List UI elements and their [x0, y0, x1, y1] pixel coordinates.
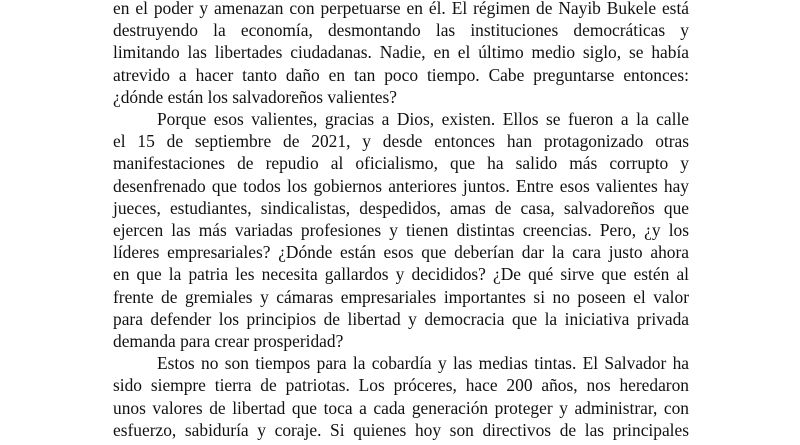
- text-line: limitando las libertades ciudadanas. Nadie, en el último medio siglo, se había: [113, 42, 689, 63]
- text-line: Porque esos valientes, gracias a Dios, existen. Ellos se fueron a la calle: [157, 109, 689, 130]
- text-line: frente de gremiales y cámaras empresariales importantes si no poseen el valor: [113, 286, 689, 307]
- text-line: el 15 de septiembre de 2021, y desde entonces han protagonizado otras: [113, 131, 689, 152]
- paragraph-1: [113, 0, 689, 108]
- paragraph-3: [113, 352, 689, 441]
- text-line: ejercen las más variadas profesiones y tienen distintas creencias. Pero, ¿y los: [113, 220, 689, 241]
- text-line: atrevido a hacer tanto daño en tan poco tiempo. Cabe preguntarse entonces:: [113, 64, 689, 85]
- text-line: para defender los principios de libertad y democracia que la iniciativa privada: [113, 308, 689, 329]
- text-line: demanda para crear prosperidad?: [113, 331, 344, 352]
- text-line: desenfrenado que todos los gobiernos anteriores juntos. Entre esos valientes hay: [113, 175, 689, 196]
- text-line: unos valores de libertad que toca a cada generación proteger y administrar, con: [113, 397, 689, 418]
- text-line: jueces, estudiantes, sindicalistas, despedidos, amas de casa, salvadoreños que: [113, 197, 689, 218]
- text-line: Estos no son tiempos para la cobardía y las medias tintas. El Salvador ha: [157, 353, 689, 374]
- text-line: en el poder y amenazan con perpetuarse en él. El régimen de Nayib Bukele está: [113, 0, 689, 18]
- text-line: esfuerzo, sabiduría y coraje. Si quienes hoy son directivos de las principales: [113, 419, 689, 440]
- paragraph-2: [113, 108, 689, 352]
- text-line: sido siempre tierra de patriotas. Los próceres, hace 200 años, nos heredaron: [113, 375, 689, 396]
- body-text: [113, 0, 689, 441]
- text-line: manifestaciones de repudio al oficialismo, que ha salido más corrupto y: [113, 153, 689, 174]
- text-line: líderes empresariales? ¿Dónde están esos que deberían dar la cara justo ahora: [113, 242, 689, 263]
- text-line: destruyendo la economía, desmontando las instituciones democráticas y: [113, 20, 689, 41]
- text-line: en que la patria les necesita gallardos y decididos? ¿De qué sirve que estén al: [113, 264, 689, 285]
- text-line: ¿dónde están los salvadoreños valientes?: [113, 86, 397, 107]
